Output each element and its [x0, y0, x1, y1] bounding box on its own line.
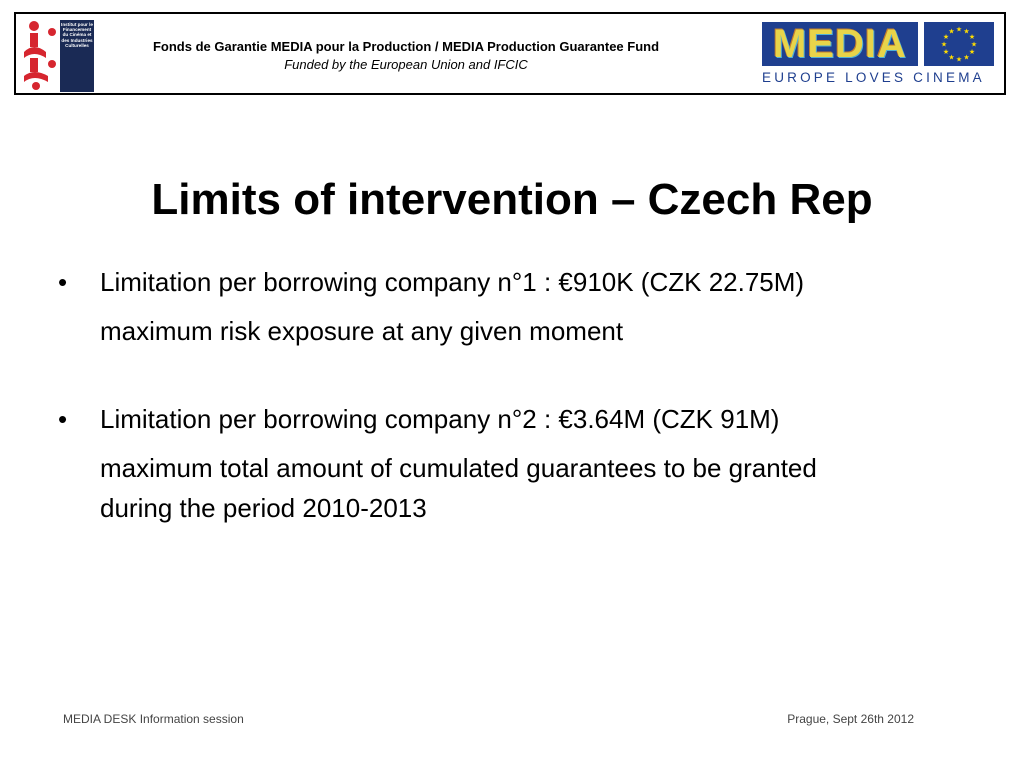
banner-title: Fonds de Garantie MEDIA pour la Production / MEDIA Production Guarantee Fund	[152, 39, 660, 54]
footer-left: MEDIA DESK Information session	[63, 712, 244, 726]
bullet-main-text: Limitation per borrowing company n°1 : €910K (CZK 22.75M)	[100, 267, 805, 297]
eu-star-icon: ★	[940, 41, 948, 49]
bullet-icon: •	[58, 404, 68, 434]
eu-star-icon: ★	[942, 34, 950, 41]
media-logo	[760, 20, 1000, 88]
bullet-list	[58, 262, 978, 528]
bullet-main	[58, 262, 978, 302]
eu-star-icon: ★	[955, 56, 963, 64]
header-banner	[14, 12, 1006, 95]
eu-star-icon: ★	[968, 49, 976, 56]
eu-star-icon: ★	[963, 28, 970, 36]
list-item	[58, 399, 978, 528]
eu-star-icon: ★	[948, 54, 955, 62]
list-item	[58, 262, 978, 351]
eu-star-icon: ★	[970, 41, 978, 49]
eu-flag-icon	[924, 22, 994, 66]
media-logo-word-box	[762, 22, 918, 66]
footer-right: Prague, Sept 26th 2012	[787, 712, 914, 726]
eu-star-icon: ★	[955, 26, 963, 34]
bullet-main	[58, 399, 978, 439]
bullet-main-text: Limitation per borrowing company n°2 : €3.64M (CZK 91M)	[100, 404, 780, 434]
bullet-icon: •	[58, 267, 68, 297]
ifcic-emblem-icon	[20, 18, 60, 92]
media-logo-word: MEDIA	[773, 22, 907, 66]
media-tagline: EUROPE LOVES CINEMA	[762, 70, 985, 85]
eu-star-icon: ★	[942, 49, 950, 56]
bullet-sub-text: maximum risk exposure at any given moment	[100, 316, 624, 346]
bullet-sub-text: maximum total amount of cumulated guarantees to be granted during the period 2010-2013	[100, 453, 817, 523]
ifcic-logo	[20, 18, 94, 92]
eu-star-icon: ★	[968, 34, 976, 41]
banner-text	[106, 38, 706, 74]
eu-star-icon: ★	[963, 54, 970, 62]
banner-subtitle: Funded by the European Union and IFCIC	[284, 57, 528, 72]
eu-star-icon: ★	[948, 28, 955, 36]
ifcic-logo-text: Institut pour le Financement du Cinéma et des Industries Culturelles	[60, 20, 94, 92]
slide-title: Limits of intervention – Czech Rep	[151, 175, 873, 224]
